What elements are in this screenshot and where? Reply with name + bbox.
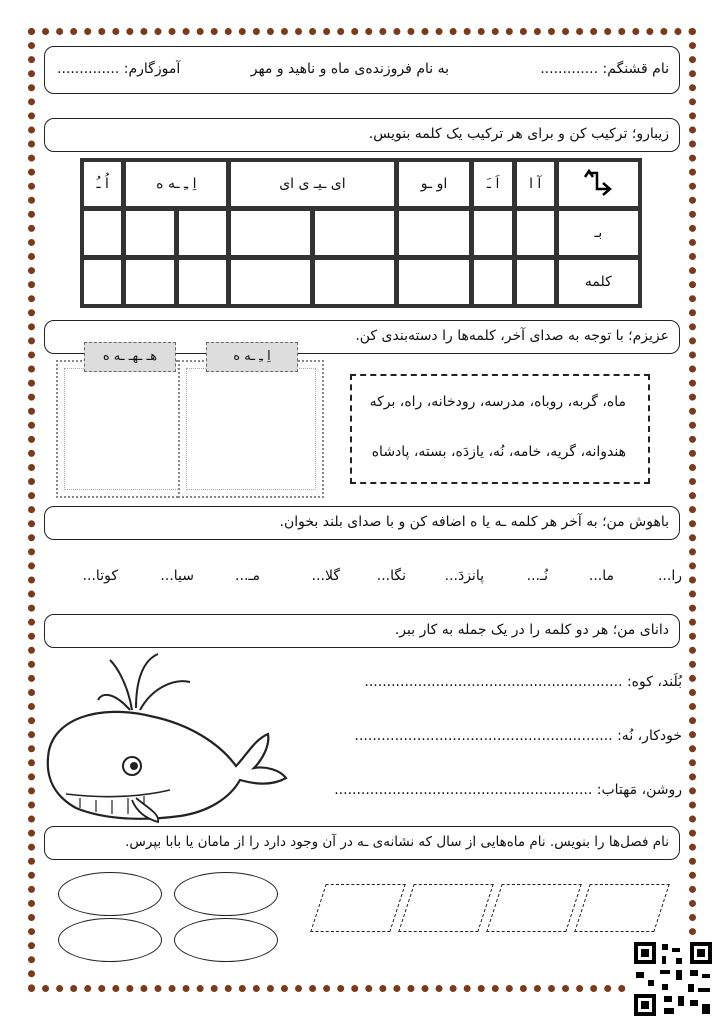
sentence-line[interactable]: خودکار، نُه: .......................................................... bbox=[354, 728, 682, 744]
answer-cell[interactable] bbox=[230, 259, 311, 305]
answer-cell[interactable] bbox=[516, 259, 555, 305]
answer-cell[interactable] bbox=[83, 210, 122, 256]
answer-cell[interactable] bbox=[473, 210, 512, 256]
answer-cell[interactable] bbox=[473, 259, 512, 305]
section1-instruction-box bbox=[44, 118, 680, 152]
combination-table bbox=[80, 158, 642, 308]
fill-word[interactable]: گلا... bbox=[311, 568, 340, 584]
table-header-cell: اُ ـُ bbox=[83, 161, 122, 207]
section3-instruction-box bbox=[44, 506, 680, 540]
sentence-line[interactable]: بُلَند، کوه: .......................................................... bbox=[364, 674, 682, 690]
fill-word[interactable]: نُـ... bbox=[526, 568, 548, 584]
season-oval[interactable] bbox=[174, 872, 278, 916]
qr-code-icon bbox=[632, 940, 714, 1018]
answer-cell[interactable] bbox=[230, 210, 311, 256]
month-answer-box[interactable] bbox=[310, 884, 406, 932]
month-answer-box[interactable] bbox=[398, 884, 494, 932]
answer-cell[interactable] bbox=[178, 259, 227, 305]
table-header-cell: او ـو bbox=[398, 161, 471, 207]
section1-instruction: زیبارو؛ ترکیب کن و برای هر ترکیب یک کلمه بنویس. bbox=[368, 126, 669, 142]
table-header-cell: اَ ـَ bbox=[473, 161, 512, 207]
fill-word[interactable]: نگا... bbox=[376, 568, 406, 584]
sentence-line[interactable]: روشن، مَهتاب: .......................................................... bbox=[334, 782, 682, 798]
answer-cell[interactable] bbox=[398, 210, 471, 256]
row-label-cell: بـ bbox=[558, 210, 639, 256]
answer-cell[interactable] bbox=[125, 210, 174, 256]
fill-word[interactable]: را... bbox=[657, 568, 682, 584]
answer-cell[interactable] bbox=[314, 210, 395, 256]
page-title: به نام فروزنده‌ی ماه و ناهید و مهر bbox=[250, 61, 449, 77]
section5-instruction-box bbox=[44, 826, 680, 860]
row-label-cell: کلمه bbox=[558, 259, 639, 305]
fill-word[interactable]: کوتا... bbox=[82, 568, 118, 584]
word-bank-box bbox=[350, 374, 650, 484]
section4-instruction-box bbox=[44, 614, 680, 648]
section3-instruction: باهوش من؛ به آخر هر کلمه ـه یا ه اضافه کن و با صدای بلند بخوان. bbox=[279, 514, 669, 530]
answer-cell[interactable] bbox=[83, 259, 122, 305]
fill-word[interactable]: پانزدَ... bbox=[444, 568, 484, 584]
table-header-cell: ای ـیـ ی ای bbox=[230, 161, 394, 207]
corner-arrow-icon bbox=[583, 167, 613, 197]
season-oval[interactable] bbox=[174, 918, 278, 962]
answer-cell[interactable] bbox=[516, 210, 555, 256]
answer-cell[interactable] bbox=[125, 259, 174, 305]
whale-illustration bbox=[40, 648, 290, 828]
section5-instruction: نام فصل‌ها را بنویس. نام ماه‌هایی از سال که نشانه‌ی ـه در آن وجود دارد را از مامان یا بابا بپرس. bbox=[125, 834, 669, 850]
arrow-icon-cell bbox=[558, 161, 639, 207]
section2-instruction: عزیزم؛ با توجه به صدای آخر، کلمه‌ها را دسته‌بندی کن. bbox=[355, 328, 669, 344]
answer-cell[interactable] bbox=[178, 210, 227, 256]
month-answer-box[interactable] bbox=[486, 884, 582, 932]
header-box bbox=[44, 46, 680, 94]
fill-word[interactable]: ما... bbox=[588, 568, 614, 584]
category-tag-left: هـ ـهـ ـه ه bbox=[84, 342, 176, 372]
table-header-cell: آ ا bbox=[516, 161, 555, 207]
word-bank-line: ماه، گربه، روباه، مدرسه، رودخانه، راه، برکه bbox=[369, 394, 626, 410]
section4-instruction: دانای من؛ هر دو کلمه را در یک جمله به کار ببر. bbox=[394, 622, 669, 638]
table-header-cell: اِ ـِ ـه ه bbox=[125, 161, 227, 207]
category-box-right[interactable] bbox=[178, 349, 324, 498]
word-bank-line: هندوانه، گریه، خامه، نُه، یازدَه، بسته، پادشاه bbox=[371, 444, 626, 460]
category-tag-right: اِ ـِ ـه ه bbox=[206, 342, 298, 372]
season-oval[interactable] bbox=[58, 918, 162, 962]
season-oval[interactable] bbox=[58, 872, 162, 916]
fill-word[interactable]: سیا... bbox=[160, 568, 194, 584]
answer-cell[interactable] bbox=[398, 259, 471, 305]
teacher-name-field[interactable]: آموزگارم: .............. bbox=[57, 61, 181, 77]
student-name-field[interactable]: نام قشنگم: ............. bbox=[540, 61, 669, 77]
fill-word[interactable]: مـ... bbox=[235, 568, 260, 584]
answer-cell[interactable] bbox=[314, 259, 395, 305]
month-answer-box[interactable] bbox=[574, 884, 670, 932]
